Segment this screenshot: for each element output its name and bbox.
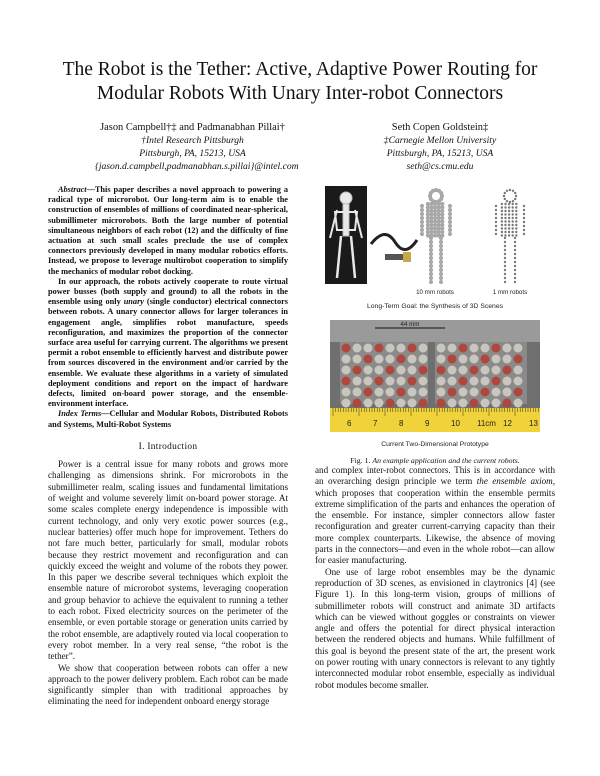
robot-dot [397, 344, 406, 353]
robot-dot [397, 399, 406, 408]
robot-dot [501, 220, 503, 222]
robot-dot [514, 253, 516, 255]
robot-dot [515, 195, 517, 197]
robot-dot [397, 355, 406, 364]
robot-dot [459, 366, 468, 375]
robot-dot [512, 220, 514, 222]
figure-label: Fig. 1. [350, 456, 371, 465]
robot-dot [429, 264, 433, 268]
robot-dot [448, 399, 457, 408]
intro-paragraph-2: We show that cooperation between robots can offer a new approach to the power delivery problem. Each robot can be made significantly simpler than with traditional approaches by eliminating the need for independent onboard energy storage [48, 662, 288, 707]
ruler-number: 8 [399, 419, 404, 428]
author-names: Seth Copen Goldstein‡ [391, 122, 489, 133]
robot-dot [353, 366, 362, 375]
robot-dot [504, 249, 506, 251]
robot-dot [495, 205, 497, 207]
robot-dot [470, 399, 479, 408]
robot-dot [506, 200, 508, 202]
robot-dot [448, 220, 452, 224]
robot-dot [514, 281, 516, 283]
ruler-number: 9 [425, 419, 430, 428]
robot-dot [504, 213, 506, 215]
robot-dot [364, 388, 373, 397]
ruler-number: 6 [347, 419, 352, 428]
robot-dot [514, 344, 523, 353]
robot-dot [481, 377, 490, 386]
robot-dot [429, 280, 433, 284]
robot-dot [515, 203, 517, 205]
ruler-number: 10 [451, 419, 460, 428]
robot-dot [495, 217, 497, 219]
robot-dot [504, 281, 506, 283]
robot-dot [514, 241, 516, 243]
robot-dot [448, 232, 452, 236]
title-line-2: Modular Robots With Unary Inter-robot Connectors [96, 83, 504, 104]
robot-dot [515, 213, 517, 215]
robot-dot [501, 213, 503, 215]
robot-dot [495, 209, 497, 211]
robot-dot [492, 388, 501, 397]
robot-dot [386, 344, 395, 353]
robot-dot [503, 355, 512, 364]
robot-dot [481, 399, 490, 408]
robot-dot [459, 377, 468, 386]
robot-dot [508, 231, 510, 233]
robot-dot [353, 399, 362, 408]
robot-dot [481, 344, 490, 353]
robot-dot [375, 388, 384, 397]
robot-dot [504, 261, 506, 263]
robot-dot [504, 227, 506, 229]
robot-dot [512, 227, 514, 229]
robot-dot [523, 221, 525, 223]
robot-dot [429, 252, 433, 256]
robot-dot [448, 366, 457, 375]
robot-dot [503, 377, 512, 386]
robot-dot [408, 366, 417, 375]
robot-dot [514, 192, 516, 194]
robot-dot [419, 377, 428, 386]
robot-dot [515, 206, 517, 208]
robot-dot [515, 210, 517, 212]
robot-dot [523, 217, 525, 219]
robot-dot [420, 220, 424, 224]
robot-dot [504, 198, 506, 200]
robot-dot [448, 355, 457, 364]
robot-dot [492, 366, 501, 375]
robot-dot [481, 355, 490, 364]
robot-dot [503, 388, 512, 397]
robot-dot [492, 344, 501, 353]
robot-dot [508, 217, 510, 219]
right-paragraph-1: and complex inter-robot connectors. This is in accordance with an overarching design principle we term the ensemble axiom, which proposes that cooperation within the ensemble permits extreme simplification of the parts and enhances the operation of the ensemble. For instance, simpler connectors allow faster reconfiguration and greater current-carrying capacity than their more complex counterparts. Likewise, the absence of moving parts in the connectors—and even in the whole robot—can allow for easier manufacturing. [315, 465, 556, 566]
robot-dot [437, 399, 446, 408]
robot-dot [512, 190, 514, 192]
paper-title [40, 58, 560, 106]
robot-dot [508, 234, 510, 236]
right-column [315, 465, 555, 691]
robot-dot [504, 231, 506, 233]
robot-dot [342, 399, 351, 408]
robot-dot [512, 217, 514, 219]
robot-dot [523, 229, 525, 231]
robot-dot [448, 212, 452, 216]
robot-dot [439, 272, 443, 276]
left-column [48, 185, 288, 708]
robot-dot [437, 377, 446, 386]
scale-44mm: 44 mm [400, 321, 420, 328]
robot-dot [419, 344, 428, 353]
robot-dot [429, 240, 433, 244]
author-block-left [95, 121, 299, 173]
robot-dot [512, 234, 514, 236]
robot-dot [397, 366, 406, 375]
robot-dot [514, 257, 516, 259]
robot-dot [420, 212, 424, 216]
robot-dot [512, 203, 514, 205]
robot-dot [386, 388, 395, 397]
robot-dot [512, 213, 514, 215]
robot-dot [504, 273, 506, 275]
robot-dot [459, 399, 468, 408]
robot-dot [514, 377, 523, 386]
robot-dot [419, 366, 428, 375]
robot-dot [342, 344, 351, 353]
robot-dot [439, 260, 443, 264]
robot-dot [492, 355, 501, 364]
robot-dot [504, 241, 506, 243]
robot-dot [501, 203, 503, 205]
robot-dot [439, 264, 443, 268]
robot-dot [514, 355, 523, 364]
robot-dot [437, 366, 446, 375]
robot-dot [508, 227, 510, 229]
robot-dot [501, 227, 503, 229]
robot-dot [448, 377, 457, 386]
ruler-number: 12 [503, 419, 512, 428]
robot-dot [514, 366, 523, 375]
robot-dot [448, 208, 452, 212]
author-city: Pittsburgh, PA, 15213, USA [139, 148, 246, 159]
robot-dot [397, 377, 406, 386]
robot-dot [459, 355, 468, 364]
robot-dot [508, 220, 510, 222]
robot-dot [342, 355, 351, 364]
robot-dot [429, 268, 433, 272]
robot-dot [523, 213, 525, 215]
robot-dot [437, 355, 446, 364]
robot-dot [501, 206, 503, 208]
robot-dot [470, 355, 479, 364]
label-1mm: 1 mm robots [492, 289, 528, 296]
robot-dot [523, 205, 525, 207]
robot-dot [408, 388, 417, 397]
robot-dot [495, 213, 497, 215]
author-email: seth@cs.cmu.edu [406, 161, 474, 172]
robot-dot [501, 231, 503, 233]
robot-dot [397, 388, 406, 397]
robot-dot [508, 210, 510, 212]
robot-dot [470, 366, 479, 375]
section-heading: I. Introduction [138, 441, 198, 452]
robot-dot [514, 269, 516, 271]
right-paragraph-2: One use of large robot ensembles may be the dynamic reproduction of 3D scenes, as envisioned in claytronics [4] (see Figure 1). In this long-term vision, groups of millions of submillimeter robots will construct and animate 3D artifacts which can be viewed without goggles or constraints on viewer angle and offers the potential for direct physical interaction between the rendered objects and humans. While fulfillment of this goal is beyond the present state of the art, the present work on power routing with unary connectors is relevant to any tightly interconnected modular robot ensemble, especially as individual robot modules become smaller. [315, 566, 555, 690]
robot-dot [429, 272, 433, 276]
skeleton-1mm-robots [495, 189, 525, 283]
robot-dot [419, 355, 428, 364]
robot-dot [503, 399, 512, 408]
author-email: {jason.d.campbell,padmanabhan.s.pillai}@intel.com [95, 161, 299, 172]
robot-dot [495, 225, 497, 227]
robot-dot [495, 229, 497, 231]
robot-dot [342, 366, 351, 375]
robot-dot [448, 216, 452, 220]
robot-dot [408, 344, 417, 353]
author-names: Jason Campbell†‡ and Padmanabhan Pillai† [100, 122, 285, 133]
robot-dot [448, 228, 452, 232]
robot-dot [512, 206, 514, 208]
robot-dot [504, 220, 506, 222]
abstract-label: Abstract [58, 185, 87, 194]
intro-paragraph-1: Power is a central issue for many robots and grows more challenging as dimensions shrink. For microrobots in the submillimeter realm, scaling issues and fundamental limitations of weight and volume severely limit on-board power storage. At some scales complete energy independence is impossible with current technology, and only very exotic power sources (e.g., nuclear batteries) offer much hope for improvement. Tethers do not fare much better, particularly for small, modular robots because they restrict movement and reconfiguration and can quickly exceed the weight and volume of the robots they power. In this paper we describe several techniques which exploit the ensemble nature of microrobot systems, leveraging cooperation and group behavior to achieve the equivalent to running a tether to each robot. Fixed electricity sources on the perimeter of the ensemble, or even portable storage or generation units carried by the robot ensemble, are adaptively routed via local cooperation to every robot member. In a very real sense, “the robot is the tether”. [48, 459, 288, 662]
robot-dot [439, 268, 443, 272]
robot-dot [504, 269, 506, 271]
robot-dot [420, 232, 424, 236]
robot-dot [429, 260, 433, 264]
tether-cable-image [371, 234, 417, 262]
robot-dot [470, 377, 479, 386]
robot-dot [514, 261, 516, 263]
robot-dot [504, 224, 506, 226]
robot-dot [420, 224, 424, 228]
skeleton-image [325, 186, 367, 284]
robot-dot [481, 366, 490, 375]
robot-dot [375, 366, 384, 375]
robot-dot [437, 388, 446, 397]
skeleton-10mm-robots [420, 188, 452, 284]
robot-dot [514, 249, 516, 251]
robot-dot [419, 388, 428, 397]
robot-dot [515, 227, 517, 229]
robot-dot [481, 388, 490, 397]
caption-long-term-goal: Long-Term Goal: the Synthesis of 3D Scenes [366, 303, 504, 310]
robot-dot [503, 195, 505, 197]
robot-dot [503, 366, 512, 375]
robot-dot [375, 377, 384, 386]
robot-dot [439, 244, 443, 248]
caption-prototype: Current Two-Dimensional Prototype [381, 441, 489, 448]
robot-dot [508, 203, 510, 205]
robot-dot [433, 233, 437, 237]
robot-dot [386, 377, 395, 386]
robot-dot [504, 234, 506, 236]
robot-dot [514, 237, 516, 239]
robot-dot [523, 209, 525, 211]
author-city: Pittsburgh, PA, 15213, USA [386, 148, 494, 159]
robot-dot [508, 206, 510, 208]
robot-dot [439, 252, 443, 256]
robot-dot [514, 265, 516, 267]
robot-dot [514, 399, 523, 408]
robot-dot [514, 245, 516, 247]
robot-dot [504, 277, 506, 279]
robot-dot [508, 224, 510, 226]
robot-dot [503, 344, 512, 353]
robot-dot [504, 206, 506, 208]
robot-dot [439, 248, 443, 252]
figure-1 [325, 186, 545, 451]
ruler-number: 7 [373, 419, 378, 428]
abstract-paragraph-2: In our approach, the robots actively cooperate to route virtual power busses (both supply and ground) to all the robots in the ensemble using only unary (single conductor) electrical connectors between robots. A unary connector allows for larger tolerances in engagement angle, simplifies robot manufacture, speeds reconfiguration, and maximizes the proportion of the connector surface area useful for carrying current. The algorithms we present permit a robot ensemble to efficiently harvest and distribute power from sources discovered in the environment and/or carried by the ensemble. We evaluate these algorithms in a variety of simulated deployment conditions and report on the impact of hardware defects, limited on-board power storage, and the ensemble-environment interface. [48, 276, 289, 409]
robot-dot [523, 233, 525, 235]
index-terms: Index Terms—Cellular and Modular Robots, Distributed Robots and Systems, Multi-Robot Systems [48, 409, 289, 429]
index-terms-label: Index Terms [58, 409, 102, 419]
robot-dot [501, 210, 503, 212]
robot-dot [386, 355, 395, 364]
ruler-number: 11cm [477, 419, 496, 428]
robot-dot [512, 231, 514, 233]
robot-dot [419, 399, 428, 408]
robot-dot [501, 234, 503, 236]
robot-dot [470, 344, 479, 353]
robot-dot [420, 204, 424, 208]
robot-dot [504, 245, 506, 247]
robot-dot [504, 257, 506, 259]
robot-dot [364, 399, 373, 408]
robot-dot [386, 366, 395, 375]
robot-dot [448, 224, 452, 228]
robot-dot [508, 213, 510, 215]
robot-dot [512, 200, 514, 202]
label-10mm: 10 mm robots [416, 289, 454, 296]
robot-dot [429, 276, 433, 280]
abstract-paragraph-1: Abstract—This paper describes a novel approach to powering a radical type of microrobot. Our long-term aim is to enable the construction of ensembles of millions of coordinated near-spherical, submillimeter microrobots. Both the large number of potential simultaneous neighbors of each robot (12) and the difficulty of fine actuation at such small scales preclude the use of complex connectors previously developed in many modular robotics efforts. Instead, we propose to leverage multirobot cooperation to simplify the mechanics of modular robot docking. [48, 185, 288, 276]
robot-dot [495, 233, 497, 235]
robot-dot [459, 344, 468, 353]
robot-dot [515, 231, 517, 233]
robot-dot [439, 276, 443, 280]
robot-dot [364, 344, 373, 353]
robot-dot [504, 237, 506, 239]
robot-dot [364, 366, 373, 375]
robot-dot [506, 190, 508, 192]
robot-dot [386, 399, 395, 408]
robot-dot [439, 240, 443, 244]
robot-dot [492, 399, 501, 408]
robot-dot [459, 388, 468, 397]
robot-dot [420, 228, 424, 232]
robot-dot [514, 198, 516, 200]
robot-dot [408, 355, 417, 364]
robot-dot [501, 224, 503, 226]
robot-dot [515, 217, 517, 219]
author-affiliation: ‡Carnegie Mellon University [383, 135, 497, 146]
robot-dot [448, 204, 452, 208]
robot-dot [429, 244, 433, 248]
robot-dot [408, 377, 417, 386]
figure-caption [315, 456, 555, 465]
robot-dot [364, 377, 373, 386]
prototype-photo [330, 320, 540, 432]
author-block-right [355, 121, 525, 173]
robot-dot [342, 377, 351, 386]
author-affiliation: †Intel Research Pittsburgh [141, 135, 244, 146]
robot-dot [504, 253, 506, 255]
robot-dot [512, 224, 514, 226]
robot-dot [437, 344, 446, 353]
robot-dot [375, 344, 384, 353]
figure-caption-text: An example application and the current robots. [372, 456, 520, 465]
robot-dot [504, 217, 506, 219]
robot-dot [375, 355, 384, 364]
robot-dot [439, 236, 443, 240]
robot-dot [429, 236, 433, 240]
robot-dot [353, 344, 362, 353]
robot-dot [448, 344, 457, 353]
robot-dot [448, 388, 457, 397]
robot-dot [342, 388, 351, 397]
robot-dot [512, 210, 514, 212]
robot-dot [501, 217, 503, 219]
robot-dot [523, 225, 525, 227]
robot-dot [439, 280, 443, 284]
robot-dot [504, 192, 506, 194]
robot-dot [429, 256, 433, 260]
robot-dot [353, 388, 362, 397]
robot-dot [492, 377, 501, 386]
robot-dot [514, 277, 516, 279]
robot-dot [515, 224, 517, 226]
robot-dot [420, 216, 424, 220]
ruler-number: 13 [529, 419, 538, 428]
robot-dot [364, 355, 373, 364]
robot-dot [514, 388, 523, 397]
robot-dot [439, 256, 443, 260]
robot-dot [470, 388, 479, 397]
robot-dot [353, 377, 362, 386]
robot-dot [420, 208, 424, 212]
robot-dot [504, 265, 506, 267]
robot-dot [439, 191, 443, 195]
robot-dot [514, 273, 516, 275]
robot-dot [429, 248, 433, 252]
robot-dot [353, 355, 362, 364]
robot-dot [495, 221, 497, 223]
robot-dot [509, 189, 511, 191]
robot-dot [515, 234, 517, 236]
robot-dot [515, 220, 517, 222]
robot-dot [504, 210, 506, 212]
title-line-1: The Robot is the Tether: Active, Adaptive Power Routing for [62, 59, 538, 80]
robot-dot [504, 203, 506, 205]
robot-dot [408, 399, 417, 408]
robot-dot [375, 399, 384, 408]
